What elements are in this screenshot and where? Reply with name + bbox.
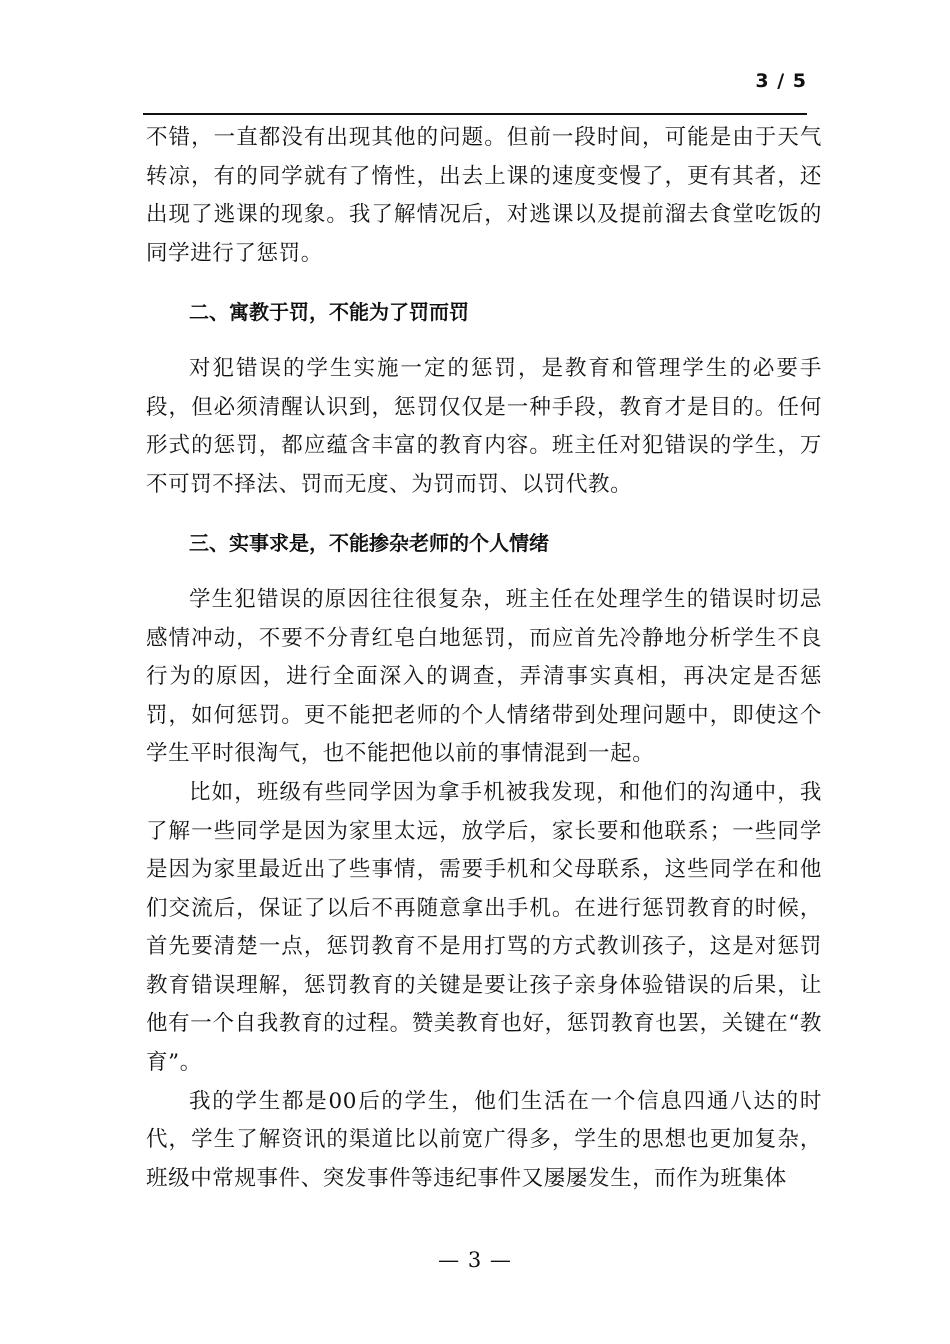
spacer [146,563,822,581]
page-number-footer: — 3 — [438,1248,512,1272]
spacer [146,504,822,524]
paragraph-section-2: 对犯错误的学生实施一定的惩罚，是教育和管理学生的必要手段，但必须清醒认识到，惩罚仅仅是一种手段，教育才是目的。任何形式的惩罚，都应蕴含丰富的教育内容。班主任对犯错误的学生，万不可罚不择法、罚而无度、为罚而罚、以罚代教。 [146,355,822,497]
section-heading-2: 二、寓教于罚，不能为了罚而罚 [189,300,469,325]
spacer [146,273,822,293]
paragraph-students: 我的学生都是00后的学生，他们生活在一个信息四通八达的时代，学生了解资讯的渠道比以前宽广得多，学生的思想也更加复杂，班级中常规事件、突发事件等违纪事件又屡屡发生，而作为班集体 [146,1088,822,1191]
spacer [146,332,822,350]
header-divider [143,113,807,115]
section-heading-3: 三、实事求是，不能掺杂老师的个人情绪 [189,531,549,556]
document-body [146,119,822,1198]
paragraph-example: 比如，班级有些同学因为拿手机被我发现，和他们的沟通中，我了解一些同学是因为家里太远，放学后，家长要和他联系；一些同学是因为家里最近出了些事情，需要手机和父母联系，这些同学在和他们交流后，保证了以后不再随意拿出手机。在进行惩罚教育的时候，首先要清楚一点，惩罚教育不是用打骂的方式教训孩子，这是对惩罚教育错误理解，惩罚教育的关键是要让孩子亲身体验错误的后果，让他有一个自我教育的过程。赞美教育也好，惩罚教育也罢，关键在“教育”。 [146,779,822,1076]
paragraph-continued: 不错，一直都没有出现其他的问题。但前一段时间，可能是由于天气转凉，有的同学就有了惰性，出去上课的速度变慢了，更有其者，还出现了逃课的现象。我了解情况后，对逃课以及提前溜去食堂吃饭的同学进行了惩罚。 [146,125,822,266]
paragraph-section-3: 学生犯错误的原因往往很复杂，班主任在处理学生的错误时切忌感情冲动，不要不分青红皂白地惩罚，而应首先冷静地分析学生不良行为的原因，进行全面深入的调查，弄清事实真相，再决定是否惩罚，如何惩罚。更不能把老师的个人情绪带到处理问题中，即使这个学生平时很淘气，也不能把他以前的事情混到一起。 [146,586,822,767]
page-indicator: 3 / 5 [755,70,807,92]
